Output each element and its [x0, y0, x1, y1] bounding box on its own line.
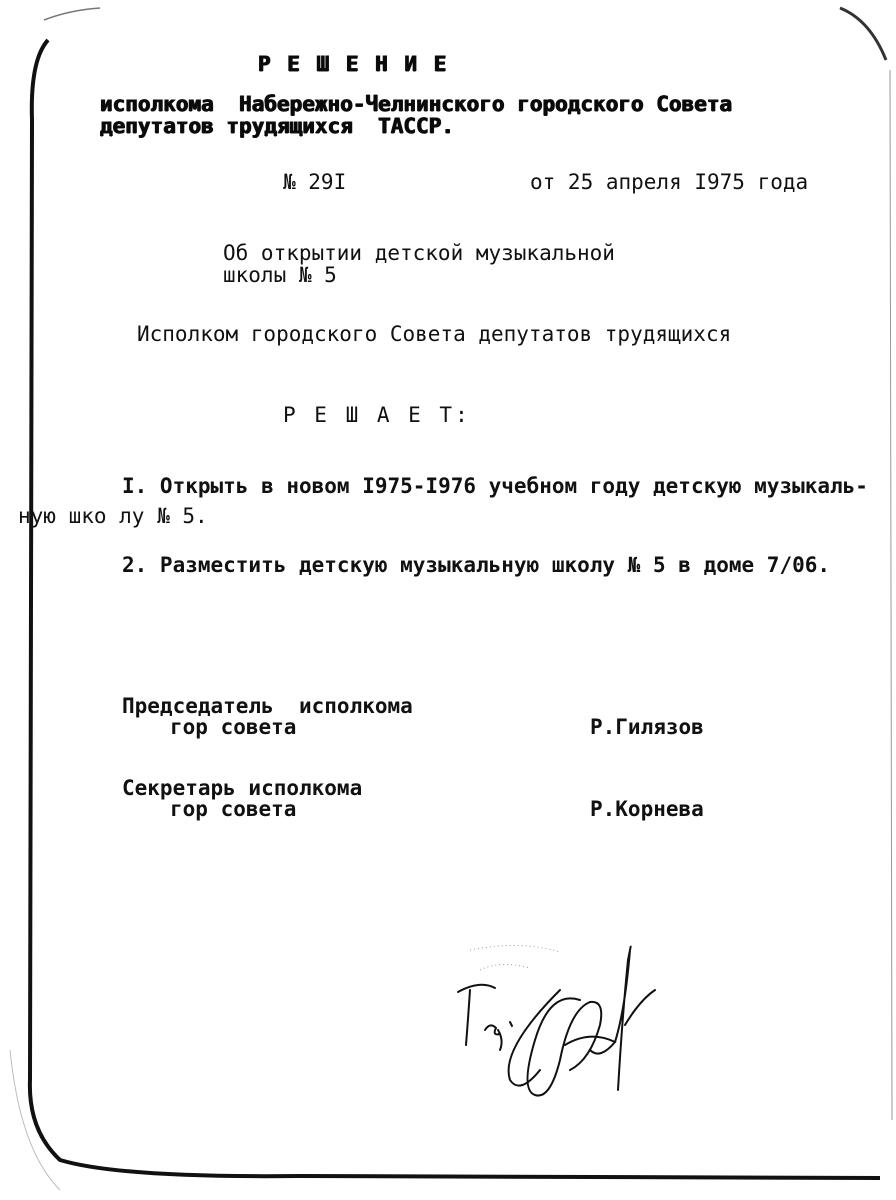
handwritten-signature — [440, 930, 680, 1120]
signatory-1-name: Р.Гилязов — [590, 715, 704, 739]
resolves-heading: Р Е Ш А Е Т: — [283, 403, 471, 427]
item-1-line-2: ную шко лу № 5. — [18, 504, 208, 528]
signatory-2-name: Р.Корнева — [590, 797, 704, 821]
subject-line-2: школы № 5 — [223, 263, 337, 287]
issuer-line-2: депутатов трудящихся ТАССР. — [100, 114, 455, 138]
item-1-line-1: I. Открыть в новом I975-I976 учебном году детскую музыкаль- — [122, 474, 868, 498]
document-heading: Р Е Ш Е Н И Е — [258, 52, 449, 76]
preamble: Исполком городского Совета депутатов трудящихся — [137, 322, 732, 346]
signatory-1-title-line-2: гор совета — [170, 715, 297, 739]
signatory-2-title-line-2: гор совета — [170, 797, 297, 821]
item-2: 2. Разместить детскую музыкальную школу № 5 в доме 7/06. — [122, 553, 831, 577]
signatory-1-title-line-1: Председатель исполкома — [122, 694, 413, 718]
signatory-2-title-line-1: Секретарь исполкома — [122, 776, 363, 800]
document-date: от 25 апреля I975 года — [530, 170, 809, 194]
subject-line-1: Об открытии детской музыкальной — [223, 241, 615, 265]
issuer-line-1: исполкома Набережно-Челнинского городского Совета — [100, 92, 733, 116]
document-number: № 29I — [283, 170, 347, 194]
